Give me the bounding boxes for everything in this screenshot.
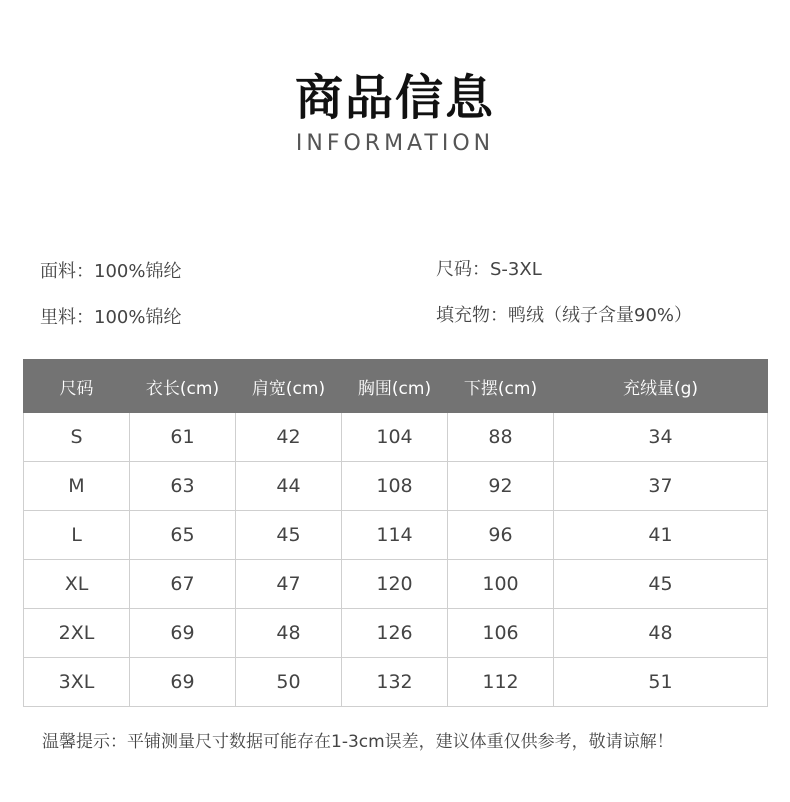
table-cell: 126 bbox=[342, 609, 448, 658]
table-cell: 92 bbox=[448, 462, 554, 511]
filling-value: 鸭绒（绒子含量90%） bbox=[508, 305, 693, 326]
lining-info bbox=[40, 306, 181, 330]
table-cell: M bbox=[24, 462, 130, 511]
column-header-length: 衣长(cm) bbox=[130, 360, 236, 413]
column-header-down-fill: 充绒量(g) bbox=[554, 360, 768, 413]
fabric-info bbox=[40, 260, 181, 284]
table-cell: 37 bbox=[554, 462, 768, 511]
table-header-row bbox=[24, 360, 768, 413]
table-cell: 41 bbox=[554, 511, 768, 560]
table-cell: 96 bbox=[448, 511, 554, 560]
table-cell: 50 bbox=[236, 658, 342, 707]
fabric-label: 面料： bbox=[40, 261, 94, 282]
column-header-size: 尺码 bbox=[24, 360, 130, 413]
table-cell: 69 bbox=[130, 609, 236, 658]
table-row bbox=[24, 560, 768, 609]
filling-info bbox=[436, 304, 692, 328]
fabric-value: 100%锦纶 bbox=[94, 261, 182, 282]
table-cell: 3XL bbox=[24, 658, 130, 707]
size-table bbox=[23, 359, 768, 707]
table-row bbox=[24, 413, 768, 462]
filling-label: 填充物： bbox=[436, 305, 508, 326]
lining-label: 里料： bbox=[40, 307, 94, 328]
table-cell: 108 bbox=[342, 462, 448, 511]
page-subtitle: INFORMATION bbox=[295, 131, 495, 156]
table-cell: 65 bbox=[130, 511, 236, 560]
page-title: 商品信息 bbox=[294, 70, 495, 126]
table-cell: 120 bbox=[342, 560, 448, 609]
table-cell: 100 bbox=[448, 560, 554, 609]
table-cell: 45 bbox=[554, 560, 768, 609]
table-row bbox=[24, 462, 768, 511]
table-cell: 61 bbox=[130, 413, 236, 462]
lining-value: 100%锦纶 bbox=[94, 307, 182, 328]
table-cell: 104 bbox=[342, 413, 448, 462]
table-cell: 114 bbox=[342, 511, 448, 560]
size-range-label: 尺码： bbox=[436, 259, 490, 280]
table-cell: 106 bbox=[448, 609, 554, 658]
table-cell: 67 bbox=[130, 560, 236, 609]
table-cell: 48 bbox=[554, 609, 768, 658]
column-header-shoulder: 肩宽(cm) bbox=[236, 360, 342, 413]
table-row bbox=[24, 658, 768, 707]
table-cell: 88 bbox=[448, 413, 554, 462]
table-cell: 51 bbox=[554, 658, 768, 707]
table-row bbox=[24, 511, 768, 560]
table-cell: L bbox=[24, 511, 130, 560]
size-range-info bbox=[436, 258, 542, 282]
table-cell: S bbox=[24, 413, 130, 462]
measurement-tip: 温馨提示：平铺测量尺寸数据可能存在1-3cm误差，建议体重仅供参考，敬请谅解！ bbox=[42, 732, 674, 752]
table-cell: 42 bbox=[236, 413, 342, 462]
size-range-value: S-3XL bbox=[490, 259, 542, 280]
table-cell: XL bbox=[24, 560, 130, 609]
table-cell: 44 bbox=[236, 462, 342, 511]
table-cell: 34 bbox=[554, 413, 768, 462]
table-cell: 132 bbox=[342, 658, 448, 707]
table-cell: 45 bbox=[236, 511, 342, 560]
table-cell: 47 bbox=[236, 560, 342, 609]
table-cell: 48 bbox=[236, 609, 342, 658]
column-header-chest: 胸围(cm) bbox=[342, 360, 448, 413]
table-cell: 2XL bbox=[24, 609, 130, 658]
table-cell: 69 bbox=[130, 658, 236, 707]
table-cell: 112 bbox=[448, 658, 554, 707]
table-cell: 63 bbox=[130, 462, 236, 511]
column-header-hem: 下摆(cm) bbox=[448, 360, 554, 413]
table-row bbox=[24, 609, 768, 658]
